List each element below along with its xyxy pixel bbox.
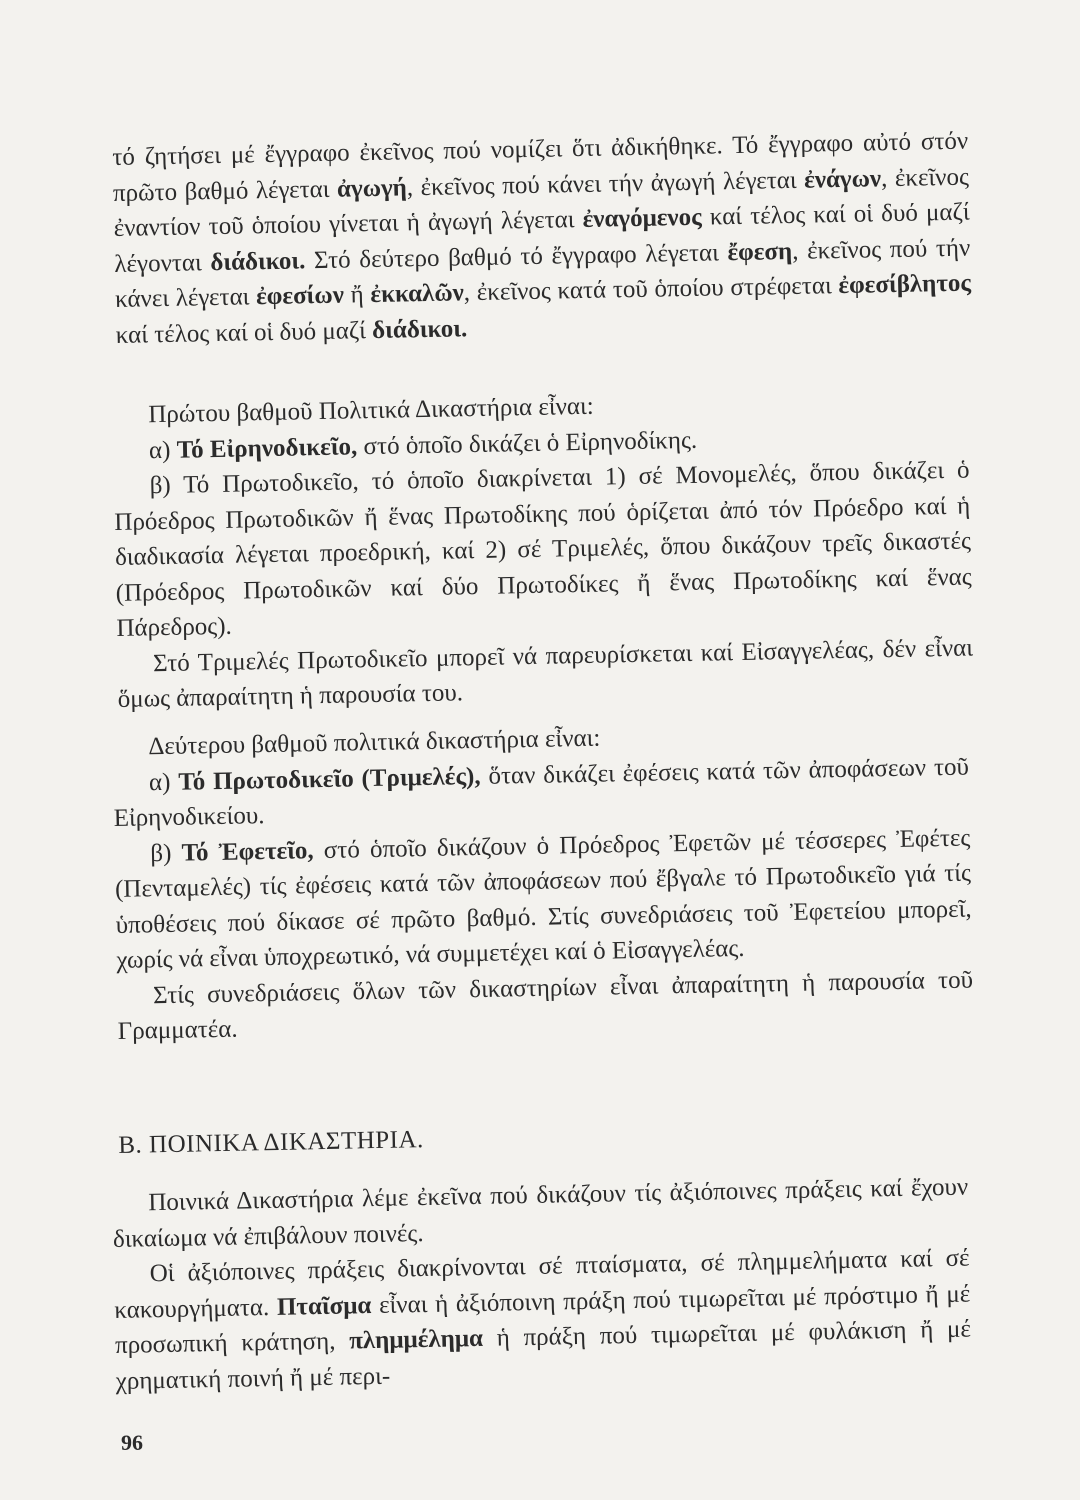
term-enagon: ἐνάγων (803, 164, 882, 194)
term-ptaisma: Πταῖσμα (276, 1291, 372, 1321)
text-run: Οἱ ἀξιόποινες πράξεις διακρίνονται σέ πταίσματα, σέ πλημμελήματα καί σέ κακουργήματα. (114, 1244, 970, 1324)
paragraph-protodikeio: β) Τό Πρωτοδικεῖο, τό ὁποῖο διακρίνεται 1) σέ Μονομελές, ὅπου δικάζει ὁ Πρόεδρος Πρωτοδικῶν ἤ ἕνας Πρωτοδίκης πού ὁρίζεται ἀπό τόν Πρόεδρο καί ἡ διαδικασία λέγεται προεδρική, καί 2) σέ Τριμελές, ὅπου δικάζουν τρεῖς δικαστές (Πρόεδρος Πρωτοδικῶν καί δύο Πρωτοδίκες ἤ ἕνας Πρωτοδίκης καί ἕνας Πάρεδρος). (114, 456, 972, 642)
text-run: β) (150, 839, 182, 867)
term-plimmelima: πλημμέλημα (348, 1324, 484, 1355)
text-run: ἤ (343, 281, 371, 309)
text-run: στό ὁποῖο δικάζουν ὁ Πρόεδρος Ἐφετῶν μέ τέσσερες Ἐφέτες (Πενταμελές) τίς ἐφέσεις κατά τῶν ἀποφάσεων πού ἔβγαλε τό Πρωτοδικεῖο γιά τίς ὑποθέσεις πού δίκασε σέ πρῶτο βαθμό. Στίς συνεδριάσεις τοῦ Ἐφετείου μπορεῖ, χωρίς νά εἶναι ὑποχρεωτικό, νά συμμετέχει καί ὁ Εἰσαγγελέας. (114, 824, 972, 974)
text-run: , ἐκεῖνος πού κάνει τήν ἀγωγή λέγεται (406, 166, 805, 201)
text-run: α) (148, 768, 179, 796)
paragraph-civil-terms (112, 124, 972, 353)
text-run: , ἐκεῖνος ἐναντίον τοῦ ὁποίου γίνεται ἡ ἀγωγή λέγεται (113, 163, 970, 242)
page-number: 96 (121, 1430, 143, 1455)
term-agogi: ἀγωγή (336, 173, 408, 203)
paragraph-offence-types (113, 1241, 972, 1399)
term-irinodikeio: Τό Εἰρηνοδικεῖο, (176, 432, 358, 464)
paragraph-first-instance-intro: Πρώτου βαθμοῦ Πολιτικά Δικαστήρια εἶναι: (148, 392, 594, 429)
paragraph-criminal-definition: Ποινικά Δικαστήρια λέμε ἐκεῖνα πού δικάζουν τίς ἀξιόποινες πράξεις καί ἔχουν δικαίωμα νά ἐπιβάλουν ποινές. (112, 1173, 969, 1253)
text-run: στό ὁποῖο δικάζει ὁ Εἰρηνοδίκης. (357, 426, 698, 460)
text-run: τό ζητήσει μέ ἔγγραφο ἐκεῖνος πού νομίζει ὅτι ἀδικήθηκε. Τό ἔγγραφο αὐτό στόν πρῶτο βαθμό λέγεται (112, 127, 969, 207)
paragraph-eisaggeleas: Στό Τριμελές Πρωτοδικεῖο μπορεῖ νά παρευρίσκεται καί Εἰσαγγελέας, δέν εἶναι ὅμως ἀπαραίτητη ἡ παρουσία του. (117, 634, 974, 713)
term-protodikeio-trimeles: Τό Πρωτοδικεῖο (Τριμελές), (178, 762, 481, 796)
text-run: εἶναι ἡ ἀξιόποινη πράξη πού τιμωρεῖται μέ πρόστιμο ἤ μέ προσωπική κράτηση, (114, 1280, 971, 1359)
text-run: , ἐκεῖνος πού τήν κάνει λέγεται (114, 234, 971, 313)
term-efeteio: Τό Ἐφετεῖο, (181, 836, 314, 867)
section-heading: Β. ΠΟΙΝΙΚΑ ΔΙΚΑΣΤΗΡΙΑ. (118, 1126, 425, 1159)
text-run: Στό δεύτερο βαθμό τό ἔγγραφο λέγεται (305, 238, 728, 274)
text-run: α) (148, 436, 177, 464)
term-diadikoi-2: διάδικοι. (371, 314, 468, 344)
term-enagomenos: ἐναγόμενος (582, 203, 702, 233)
text-block-first-instance (112, 382, 974, 718)
paragraph-efeteio (114, 820, 973, 978)
term-diadikoi: διάδικοι. (210, 246, 306, 276)
text-run: καί τέλος καί οἱ δυό μαζί (115, 316, 373, 349)
text-run: ἡ πράξη πού τιμωρεῖται μέ φυλάκιση ἤ μέ χρηματική ποινή ἤ μέ περι- (115, 1315, 972, 1395)
text-block-second-instance (112, 714, 974, 1050)
paragraph-second-instance-intro: Δεύτερου βαθμοῦ πολιτικά δικαστήρια εἶναι: (148, 724, 601, 761)
paragraph-grammateas: Στίς συνεδριάσεις ὅλων τῶν δικαστηρίων εἶναι ἀπαραίτητη ἡ παρουσία τοῦ Γραμματέα. (117, 966, 974, 1045)
text-run: , ἐκεῖνος κατά τοῦ ὁποίου στρέφεται (463, 272, 839, 307)
text-block-continuation (112, 124, 972, 353)
term-ekkalon: ἐκκαλῶν (370, 279, 465, 309)
text-block-criminal-courts (112, 1170, 972, 1399)
term-efesion: ἐφεσίων (255, 281, 345, 311)
term-efesivlitos: ἐφεσίβλητος (838, 269, 972, 300)
term-efesi: ἔφεση (727, 237, 793, 266)
text-run: ὅταν δικάζει ἐφέσεις κατά τῶν ἀποφάσεων τοῦ Εἰρηνοδικείου. (113, 753, 970, 832)
text-run: καί τέλος καί οἱ δυό μαζί λέγονται (114, 198, 970, 278)
